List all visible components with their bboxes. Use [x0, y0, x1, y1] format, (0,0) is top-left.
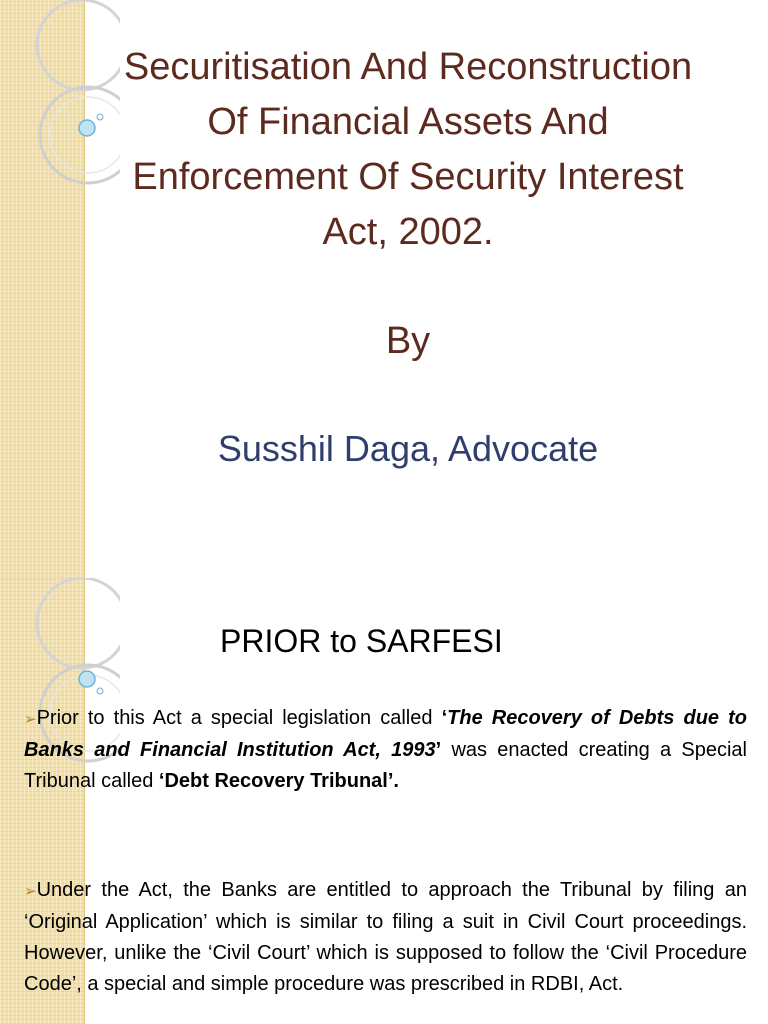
title-line: Securitisation And Reconstruction [123, 46, 693, 88]
section-heading: PRIOR to SARFESI [220, 623, 503, 659]
paragraph-prior-act [24, 703, 747, 797]
quote-mark: ’ [435, 739, 442, 761]
tribunal-name: ‘Debt Recovery Tribunal’. [158, 770, 399, 792]
title-line: Act, 2002. [322, 211, 494, 253]
arrow-bullet-icon: ➢ [24, 883, 37, 900]
slide-2 [0, 578, 768, 1024]
quote-mark: ‘ [441, 707, 448, 729]
author-name: Susshil Daga, Advocate [217, 428, 599, 469]
arrow-bullet-icon: ➢ [24, 711, 37, 728]
slide-title [88, 40, 728, 260]
paragraph-text: was enacted creating a Special Tribunal called [24, 739, 747, 792]
by-label: By [385, 320, 431, 362]
title-line: Of Financial Assets And [207, 101, 609, 143]
paragraph-text: Prior to this Act a special legislation called [36, 707, 442, 729]
paragraph-under-act [24, 875, 747, 1000]
act-name: The Recovery of Debts due to Banks and Financial Institution Act, 1993 [24, 707, 748, 761]
title-line: Enforcement Of Security Interest [132, 156, 684, 198]
paragraph-text: Under the Act, the Banks are entitled to approach the Tribunal by filing an ‘Original Application’ which is similar to filing a suit in Civil Court proceedings. However, unlike the ‘Civil Court’ which is supposed to follow the ‘Civil Procedure Code’, a special and simple procedure was prescribed in RDBI, Act. [24, 879, 747, 995]
